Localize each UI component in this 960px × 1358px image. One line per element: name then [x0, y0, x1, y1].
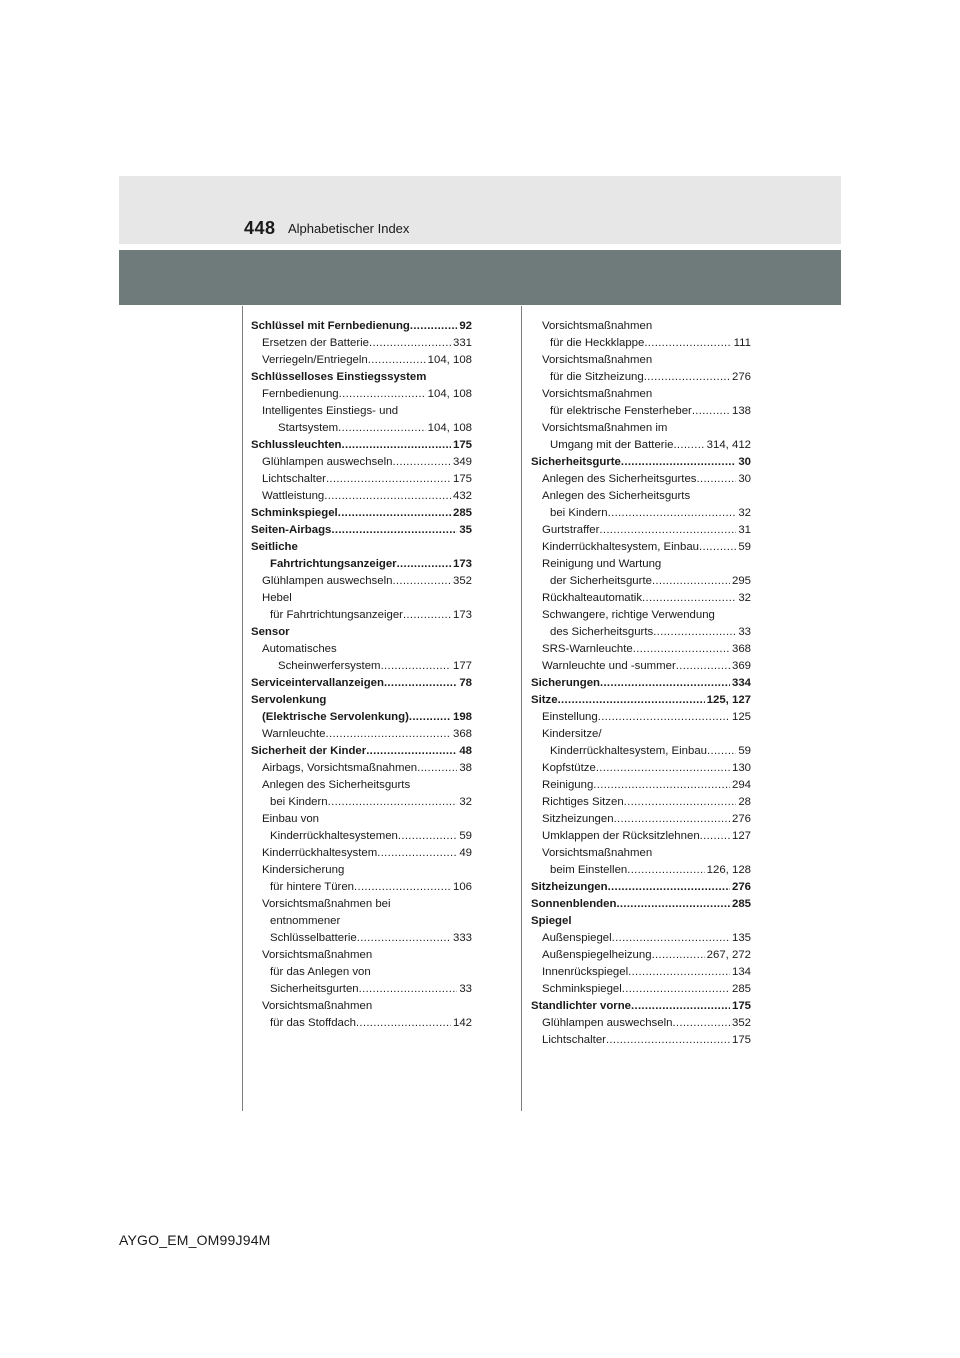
- entry-page-ref: 30: [738, 456, 751, 468]
- index-entry: [531, 879, 751, 896]
- entry-term: Ersetzen der Batterie: [262, 337, 369, 349]
- dot-leader: [614, 811, 730, 828]
- dot-leader: [642, 590, 736, 607]
- entry-term: für Fahrtrichtungsanzeiger: [270, 609, 403, 621]
- index-column-left: [251, 318, 472, 1032]
- entry-term: für hintere Türen: [270, 881, 355, 893]
- index-entry: [251, 556, 472, 573]
- entry-page-ref: 432: [452, 490, 472, 502]
- header-bar: [119, 250, 841, 305]
- dot-leader: [692, 403, 730, 420]
- index-entry: [251, 471, 472, 488]
- entry-term: Warnleuchte: [262, 728, 326, 740]
- dot-leader: [357, 930, 451, 947]
- dot-leader: [326, 471, 451, 488]
- entry-page-ref: 33: [738, 626, 751, 638]
- entry-page-ref: 78: [459, 677, 472, 689]
- index-entry: [251, 505, 472, 522]
- middle-column-rule: [521, 306, 522, 1111]
- entry-page-ref: 175: [452, 439, 472, 451]
- dot-leader: [417, 760, 457, 777]
- index-entry: [531, 318, 751, 335]
- entry-page-ref: 127: [731, 830, 751, 842]
- dot-leader: [377, 845, 457, 862]
- entry-page-ref: 333: [452, 932, 472, 944]
- entry-term: Vorsichtsmaßnahmen: [542, 320, 653, 332]
- index-entry: [251, 811, 472, 828]
- entry-term: Vorsichtsmaßnahmen: [542, 847, 653, 859]
- entry-page-ref: 349: [452, 456, 472, 468]
- dot-leader: [624, 794, 737, 811]
- dot-leader: [384, 675, 457, 692]
- entry-page-ref: 38: [459, 762, 472, 774]
- entry-term: Einbau von: [262, 813, 319, 825]
- index-entry: [531, 777, 751, 794]
- entry-term: für das Stoffdach: [270, 1017, 356, 1029]
- index-entry: [531, 692, 751, 709]
- index-entry: [531, 539, 751, 556]
- entry-term: Seitliche: [251, 541, 298, 553]
- index-entry: [531, 505, 751, 522]
- dot-leader: [593, 777, 730, 794]
- index-entry: [531, 522, 751, 539]
- index-entry: [531, 624, 751, 641]
- dot-leader: [356, 1015, 451, 1032]
- entry-page-ref: 175: [731, 1000, 751, 1012]
- entry-page-ref: 276: [731, 813, 751, 825]
- index-entry: [531, 641, 751, 658]
- entry-term: Hebel: [262, 592, 292, 604]
- entry-page-ref: 295: [731, 575, 751, 587]
- index-entry: [251, 777, 472, 794]
- dot-leader: [697, 471, 737, 488]
- entry-page-ref: 138: [731, 405, 751, 417]
- dot-leader: [598, 709, 730, 726]
- entry-term: Sonnenblenden: [531, 898, 617, 910]
- entry-term: Sicherheitsgurten: [270, 983, 359, 995]
- entry-term: Sitzheizungen: [542, 813, 614, 825]
- entry-term: Sitzheizungen: [531, 881, 608, 893]
- entry-term: Scheinwerfersystem: [278, 660, 381, 672]
- index-entry: [531, 1015, 751, 1032]
- entry-page-ref: 175: [731, 1034, 751, 1046]
- entry-term: Schminkspiegel: [542, 983, 622, 995]
- index-entry: [531, 794, 751, 811]
- entry-term: Vorsichtsmaßnahmen im: [542, 422, 668, 434]
- index-entry: [251, 488, 472, 505]
- entry-page-ref: 198: [452, 711, 472, 723]
- dot-leader: [558, 692, 705, 709]
- dot-leader: [359, 981, 458, 998]
- entry-term: beim Einstellen: [550, 864, 628, 876]
- entry-term: des Sicherheitsgurts: [550, 626, 654, 638]
- entry-term: Anlegen des Sicherheitsgurtes: [542, 473, 697, 485]
- entry-term: Innenrückspiegel: [542, 966, 629, 978]
- index-entry: [531, 845, 751, 862]
- entry-page-ref: 130: [731, 762, 751, 774]
- index-entry: [531, 947, 751, 964]
- entry-page-ref: 104, 108: [427, 354, 472, 366]
- entry-page-ref: 111: [733, 337, 751, 349]
- dot-leader: [324, 488, 451, 505]
- index-entry: [251, 964, 472, 981]
- index-entry: [251, 318, 472, 335]
- entry-page-ref: 125: [731, 711, 751, 723]
- entry-page-ref: 59: [738, 745, 751, 757]
- dot-leader: [392, 573, 451, 590]
- entry-page-ref: 32: [738, 507, 751, 519]
- entry-term: Schlüsselloses Einstiegssystem: [251, 371, 427, 383]
- entry-term: Kinderrückhaltesystem, Einbau: [550, 745, 708, 757]
- index-entry: [251, 828, 472, 845]
- entry-term: Außenspiegelheizung: [542, 949, 652, 961]
- dot-leader: [644, 335, 731, 352]
- index-entry: [251, 658, 472, 675]
- entry-term: Schlüsselbatterie: [270, 932, 357, 944]
- dot-leader: [616, 896, 730, 913]
- entry-term: Richtiges Sitzen: [542, 796, 624, 808]
- entry-term: Anlegen des Sicherheitsgurts: [262, 779, 411, 791]
- entry-page-ref: 276: [731, 881, 751, 893]
- entry-term: Schminkspiegel: [251, 507, 338, 519]
- dot-leader: [612, 930, 730, 947]
- entry-term: Sicherungen: [531, 677, 600, 689]
- dot-leader: [608, 879, 730, 896]
- entry-page-ref: 125, 127: [706, 694, 751, 706]
- dot-leader: [368, 352, 426, 369]
- entry-term: Seiten-Airbags: [251, 524, 332, 536]
- entry-page-ref: 32: [738, 592, 751, 604]
- entry-term: für die Heckklappe: [550, 337, 645, 349]
- entry-page-ref: 267, 272: [706, 949, 751, 961]
- entry-page-ref: 30: [738, 473, 751, 485]
- dot-leader: [633, 641, 730, 658]
- index-entry: [531, 573, 751, 590]
- page-number: 448: [244, 218, 276, 238]
- dot-leader: [631, 998, 730, 1015]
- entry-page-ref: 177: [452, 660, 472, 672]
- index-entry: [531, 403, 751, 420]
- index-entry: [531, 369, 751, 386]
- index-column-right: [531, 318, 751, 1049]
- entry-term: Glühlampen auswechseln: [542, 1017, 673, 1029]
- dot-leader: [398, 828, 457, 845]
- dot-leader: [700, 828, 730, 845]
- entry-term: Anlegen des Sicherheitsgurts: [542, 490, 691, 502]
- dot-leader: [653, 624, 736, 641]
- index-entry: [251, 1015, 472, 1032]
- dot-leader: [409, 709, 451, 726]
- index-entry: [251, 760, 472, 777]
- entry-page-ref: 92: [459, 320, 472, 332]
- index-entry: [251, 454, 472, 471]
- index-entry: [251, 386, 472, 403]
- entry-term: Vorsichtsmaßnahmen: [262, 949, 373, 961]
- dot-leader: [606, 1032, 730, 1049]
- dot-leader: [672, 1015, 730, 1032]
- entry-page-ref: 369: [731, 660, 751, 672]
- index-entry: [251, 947, 472, 964]
- index-entry: [531, 862, 751, 879]
- dot-leader: [699, 539, 736, 556]
- index-entry: [531, 1032, 751, 1049]
- dot-leader: [403, 607, 451, 624]
- index-entry: [531, 607, 751, 624]
- entry-term: Vorsichtsmaßnahmen: [542, 388, 653, 400]
- index-entry: [531, 828, 751, 845]
- entry-term: Standlichter vorne: [531, 1000, 632, 1012]
- entry-term: Kopfstütze: [542, 762, 596, 774]
- document-code: AYGO_EM_OM99J94M: [119, 1232, 271, 1248]
- entry-term: Kinderrückhaltesystemen: [270, 830, 398, 842]
- entry-term: Servolenkung: [251, 694, 327, 706]
- dot-leader: [673, 437, 704, 454]
- index-entry: [251, 420, 472, 437]
- index-entry: [251, 369, 472, 386]
- section-title: Alphabetischer Index: [288, 221, 410, 236]
- dot-leader: [338, 505, 451, 522]
- entry-term: bei Kindern: [550, 507, 608, 519]
- index-entry: [251, 913, 472, 930]
- index-entry: [251, 726, 472, 743]
- index-entry: [251, 352, 472, 369]
- index-entry: [251, 709, 472, 726]
- index-entry: [531, 726, 751, 743]
- entry-term: Rückhalteautomatik: [542, 592, 643, 604]
- entry-term: Schlussleuchten: [251, 439, 342, 451]
- dot-leader: [397, 556, 451, 573]
- entry-term: für elektrische Fensterheber: [550, 405, 692, 417]
- entry-page-ref: 135: [731, 932, 751, 944]
- dot-leader: [628, 964, 730, 981]
- entry-term: für die Sitzheizung: [550, 371, 644, 383]
- index-entry: [531, 590, 751, 607]
- dot-leader: [621, 454, 736, 471]
- dot-leader: [410, 318, 457, 335]
- index-entry: [531, 998, 751, 1015]
- index-entry: [251, 522, 472, 539]
- dot-leader: [707, 743, 736, 760]
- entry-page-ref: 126, 128: [706, 864, 751, 876]
- left-column-rule: [242, 306, 243, 1111]
- entry-term: Spiegel: [531, 915, 572, 927]
- index-entry: [251, 437, 472, 454]
- dot-leader: [622, 981, 730, 998]
- index-entry: [531, 811, 751, 828]
- entry-page-ref: 59: [459, 830, 472, 842]
- entry-page-ref: 32: [459, 796, 472, 808]
- index-entry: [531, 913, 751, 930]
- entry-term: Wattleistung: [262, 490, 325, 502]
- entry-page-ref: 314, 412: [706, 439, 751, 451]
- index-entry: [251, 607, 472, 624]
- entry-term: Gurtstraffer: [542, 524, 600, 536]
- entry-page-ref: 334: [731, 677, 751, 689]
- entry-page-ref: 104, 108: [427, 388, 472, 400]
- index-entry: [251, 539, 472, 556]
- index-entry: [531, 386, 751, 403]
- dot-leader: [676, 658, 730, 675]
- entry-page-ref: 285: [452, 507, 472, 519]
- index-entry: [251, 845, 472, 862]
- entry-term: für das Anlegen von: [270, 966, 371, 978]
- entry-page-ref: 59: [738, 541, 751, 553]
- entry-page-ref: 294: [731, 779, 751, 791]
- entry-term: Intelligentes Einstiegs- und: [262, 405, 399, 417]
- entry-page-ref: 33: [459, 983, 472, 995]
- entry-page-ref: 104, 108: [427, 422, 472, 434]
- entry-page-ref: 31: [738, 524, 751, 536]
- entry-term: Sicherheitsgurte: [531, 456, 621, 468]
- entry-term: Kindersitze/: [542, 728, 602, 740]
- entry-term: Lichtschalter: [542, 1034, 606, 1046]
- entry-page-ref: 35: [459, 524, 472, 536]
- entry-term: SRS-Warnleuchte: [542, 643, 633, 655]
- index-entry: [531, 981, 751, 998]
- entry-page-ref: 352: [452, 575, 472, 587]
- header-band: [119, 176, 841, 244]
- dot-leader: [369, 335, 451, 352]
- entry-term: Verriegeln/Entriegeln: [262, 354, 368, 366]
- dot-leader: [644, 369, 730, 386]
- index-entry: [251, 590, 472, 607]
- dot-leader: [627, 862, 704, 879]
- entry-page-ref: 175: [452, 473, 472, 485]
- entry-term: Kinderrückhaltesystem: [262, 847, 378, 859]
- index-entry: [251, 335, 472, 352]
- entry-term: Warnleuchte und -summer: [542, 660, 676, 672]
- dot-leader: [392, 454, 451, 471]
- index-entry: [531, 930, 751, 947]
- entry-term: Startsystem: [278, 422, 339, 434]
- entry-page-ref: 142: [452, 1017, 472, 1029]
- index-entry: [251, 573, 472, 590]
- index-entry: [531, 964, 751, 981]
- dot-leader: [600, 675, 730, 692]
- index-entry: [531, 437, 751, 454]
- entry-term: Airbags, Vorsichtsmaßnahmen: [262, 762, 418, 774]
- entry-page-ref: 368: [452, 728, 472, 740]
- index-entry: [531, 488, 751, 505]
- dot-leader: [381, 658, 451, 675]
- entry-term: Reinigung: [542, 779, 594, 791]
- entry-term: Glühlampen auswechseln: [262, 575, 393, 587]
- index-entry: [531, 352, 751, 369]
- entry-term: entnommener: [270, 915, 341, 927]
- index-entry: [531, 658, 751, 675]
- entry-term: der Sicherheitsgurte: [550, 575, 652, 587]
- dot-leader: [652, 573, 730, 590]
- entry-term: Glühlampen auswechseln: [262, 456, 393, 468]
- index-entry: [251, 794, 472, 811]
- index-entry: [251, 403, 472, 420]
- entry-term: Sicherheit der Kinder: [251, 745, 367, 757]
- index-entry: [531, 760, 751, 777]
- index-entry: [531, 335, 751, 352]
- entry-term: Sitze: [531, 694, 558, 706]
- index-entry: [531, 454, 751, 471]
- dot-leader: [608, 505, 737, 522]
- entry-page-ref: 368: [731, 643, 751, 655]
- entry-page-ref: 173: [452, 558, 472, 570]
- index-entry: [251, 862, 472, 879]
- entry-term: Fernbedienung: [262, 388, 339, 400]
- index-entry: [251, 896, 472, 913]
- entry-term: Umklappen der Rücksitzlehnen: [542, 830, 700, 842]
- dot-leader: [366, 743, 457, 760]
- dot-leader: [331, 522, 457, 539]
- entry-term: Kinderrückhaltesystem, Einbau: [542, 541, 700, 553]
- entry-term: Automatisches: [262, 643, 337, 655]
- entry-term: Umgang mit der Batterie: [550, 439, 674, 451]
- index-entry: [531, 743, 751, 760]
- index-entry: [251, 692, 472, 709]
- dot-leader: [338, 420, 426, 437]
- entry-page-ref: 134: [731, 966, 751, 978]
- index-entry: [531, 675, 751, 692]
- index-entry: [251, 981, 472, 998]
- index-entry: [251, 641, 472, 658]
- entry-term: Vorsichtsmaßnahmen: [542, 354, 653, 366]
- entry-term: Sensor: [251, 626, 290, 638]
- entry-term: Einstellung: [542, 711, 598, 723]
- entry-page-ref: 276: [731, 371, 751, 383]
- dot-leader: [652, 947, 705, 964]
- entry-page-ref: 48: [459, 745, 472, 757]
- index-entry: [531, 896, 751, 913]
- index-entry: [531, 556, 751, 573]
- dot-leader: [328, 794, 458, 811]
- index-entry: [531, 471, 751, 488]
- entry-page-ref: 352: [731, 1017, 751, 1029]
- entry-page-ref: 49: [459, 847, 472, 859]
- entry-term: bei Kindern: [270, 796, 328, 808]
- index-entry: [251, 743, 472, 760]
- dot-leader: [342, 437, 451, 454]
- entry-term: Reinigung und Wartung: [542, 558, 662, 570]
- entry-term: Außenspiegel: [542, 932, 612, 944]
- entry-term: (Elektrische Servolenkung): [262, 711, 409, 723]
- entry-page-ref: 173: [452, 609, 472, 621]
- entry-term: Schlüssel mit Fernbedienung: [251, 320, 410, 332]
- index-entry: [251, 675, 472, 692]
- index-entry: [531, 709, 751, 726]
- entry-page-ref: 331: [452, 337, 472, 349]
- entry-page-ref: 285: [731, 898, 751, 910]
- dot-leader: [354, 879, 451, 896]
- entry-term: Schwangere, richtige Verwendung: [542, 609, 715, 621]
- entry-term: Fahrtrichtungsanzeiger: [270, 558, 397, 570]
- index-entry: [251, 624, 472, 641]
- dot-leader: [326, 726, 451, 743]
- dot-leader: [596, 760, 730, 777]
- entry-term: Kindersicherung: [262, 864, 345, 876]
- index-entry: [531, 420, 751, 437]
- entry-page-ref: 285: [731, 983, 751, 995]
- index-entry: [251, 879, 472, 896]
- entry-term: Vorsichtsmaßnahmen bei: [262, 898, 391, 910]
- entry-page-ref: 106: [452, 881, 472, 893]
- index-entry: [251, 930, 472, 947]
- dot-leader: [599, 522, 736, 539]
- entry-term: Serviceintervallanzeigen: [251, 677, 384, 689]
- entry-term: Vorsichtsmaßnahmen: [262, 1000, 373, 1012]
- dot-leader: [339, 386, 426, 403]
- entry-term: Lichtschalter: [262, 473, 326, 485]
- index-entry: [251, 998, 472, 1015]
- entry-page-ref: 28: [738, 796, 751, 808]
